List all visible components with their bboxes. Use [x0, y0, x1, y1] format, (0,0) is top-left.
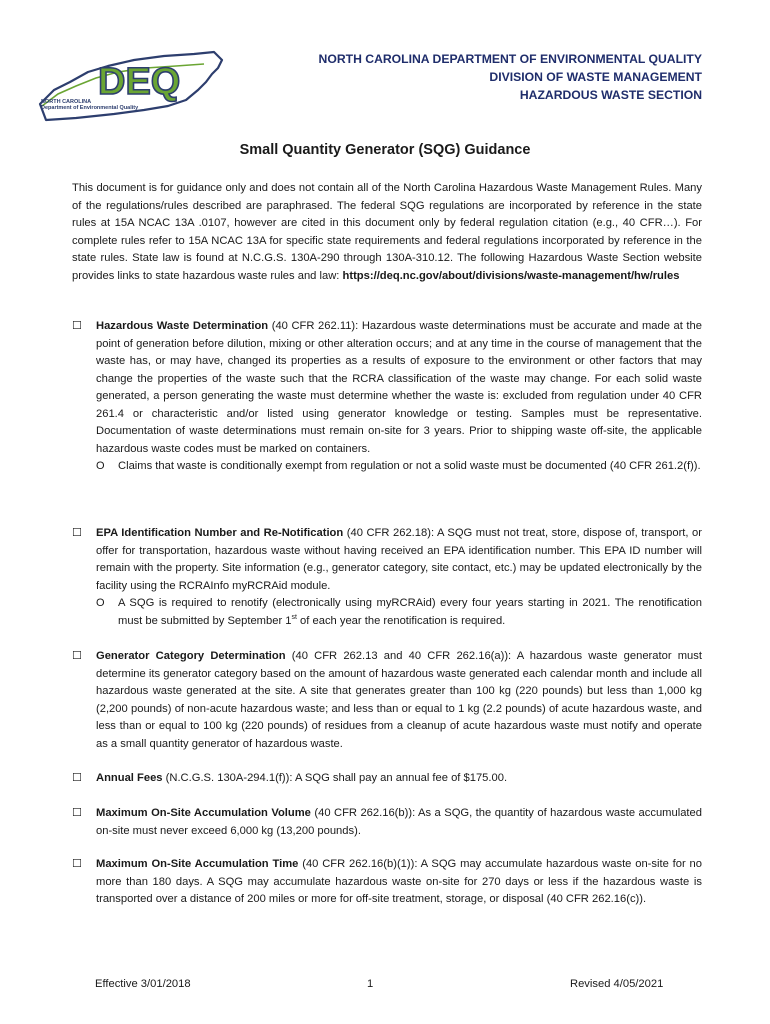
section-waste-determination — [72, 318, 702, 476]
section-text — [96, 525, 702, 595]
section-text — [96, 648, 702, 753]
intro-text: This document is for guidance only and does not contain all of the North Carolina Hazardous Waste Management Rules. Many of the regulations/rules described are paraphrased. The federal SQG regulations are incorporated by reference in the state rules at 15A NCAC 13A .0107, however are cited in this document only by federal regulation citation (e.g., 40 CFR…). For complete rules refer to 15A NCAC 13A for specific state requirements and federal regulations incorporated by reference in the state rules. State law is found at N.C.G.S. 130A-290 through 130A-310.12. The following Hazardous Waste Section website provides links to state hazardous waste rules and law: — [72, 182, 702, 282]
sub-item — [96, 458, 702, 476]
checkbox-icon[interactable]: ☐ — [72, 807, 82, 819]
sub-item-text-before: A SQG is required to renotify (electronically using myRCRAid) every four years starting in 2021. The renotification must be submitted by September 1 — [118, 597, 702, 627]
section-heading: Hazardous Waste Determination — [96, 320, 269, 332]
section-heading: Maximum On-Site Accumulation Volume — [96, 807, 311, 819]
section-annual-fees — [72, 770, 702, 788]
sub-item — [96, 595, 702, 630]
circle-bullet-icon: O — [96, 460, 105, 472]
agency-header — [319, 50, 702, 104]
nc-state-outline-icon — [36, 48, 226, 124]
footer-page-number: 1 — [367, 978, 374, 990]
section-generator-category — [72, 648, 702, 753]
section-heading: Annual Fees — [96, 772, 163, 784]
sub-item-superscript: st — [291, 613, 297, 621]
footer-effective-date: Effective 3/01/2018 — [95, 978, 191, 990]
svg-text:DEQ: DEQ — [98, 61, 181, 103]
section-accumulation-volume — [72, 805, 702, 840]
section-heading: Generator Category Determination — [96, 650, 286, 662]
section-heading: Maximum On-Site Accumulation Time — [96, 858, 299, 870]
section-body: (40 CFR 262.16(b)(1)): A SQG may accumulate hazardous waste on-site for no more than 180 days. A SQG may accumulate hazardous waste on-site for 270 days or less if the hazardous waste is transported over a distance of 200 miles or more for off-site treatment, storage, or disposal (40 CFR 262.16(c)). — [96, 858, 702, 905]
section-body: (40 CFR 262.11): Hazardous waste determinations must be accurate and made at the point of generation before dilution, mixing or other alteration occurs; and at any time in the course of management that the waste has, or may have, changed its properties as a results of exposure to the environment or other factors that may change the properties of the waste such that the RCRA classification of the waste may change. For each solid waste generated, a person generating the waste must determine whether the waste is: excluded from regulation under 40 CFR 261.4 or characteristic and/or listed using generator knowledge or testing. Samples must be representative. Documentation of waste determinations must remain on-site for 3 years. Prior to shipping waste off-site, the applicable hazardous waste codes must be marked on containers. — [96, 320, 702, 455]
checkbox-icon[interactable]: ☐ — [72, 858, 82, 870]
sub-item-text: Claims that waste is conditionally exempt from regulation or not a solid waste must be documented (40 CFR 261.2(f)). — [118, 460, 701, 472]
section-accumulation-time — [72, 856, 702, 909]
header-line3: HAZARDOUS WASTE SECTION — [519, 88, 702, 102]
section-body: (40 CFR 262.13 and 40 CFR 262.16(a)): A hazardous waste generator must determine its generator category based on the amount of hazardous waste generated each calendar month and include all hazardous waste generated at the site. A site that generates greater than 100 kg (220 pounds) but less than 1,000 kg (2,200 pounds) of non-acute hazardous waste; and less than or equal to 1 kg (2.2 pounds) of acute hazardous waste, and less than or equal to 100 kg (220 pounds) of residues from a cleanup of acute hazardous waste must notify and operate as a small quantity generator of hazardous waste. — [96, 650, 702, 750]
logo-line1: NORTH CAROLINA — [41, 99, 92, 105]
checkbox-icon[interactable]: ☐ — [72, 772, 82, 784]
header-line2: DIVISION OF WASTE MANAGEMENT — [489, 70, 702, 84]
intro-paragraph — [72, 180, 702, 285]
section-text — [96, 318, 702, 458]
circle-bullet-icon: O — [96, 597, 105, 609]
section-text — [96, 805, 702, 840]
section-heading: EPA Identification Number and Re-Notification — [96, 527, 344, 539]
document-title: Small Quantity Generator (SQG) Guidance — [239, 142, 531, 158]
checkbox-icon[interactable]: ☐ — [72, 527, 82, 539]
header-line1: NORTH CAROLINA DEPARTMENT OF ENVIRONMENTAL QUALITY — [318, 52, 702, 66]
section-body: (N.C.G.S. 130A-294.1(f)): A SQG shall pay an annual fee of $175.00. — [162, 772, 508, 784]
deq-logo — [36, 48, 226, 124]
rules-link[interactable]: https://deq.nc.gov/about/divisions/waste-management/hw/rules — [342, 269, 680, 282]
footer-revised-date: Revised 4/05/2021 — [570, 978, 664, 990]
checkbox-icon[interactable]: ☐ — [72, 650, 82, 662]
section-epa-id — [72, 525, 702, 630]
section-body: (40 CFR 262.16(b)): As a SQG, the quantity of hazardous waste accumulated on-site must never exceed 6,000 kg (13,200 pounds). — [96, 807, 702, 837]
section-text — [96, 770, 702, 788]
section-body: (40 CFR 262.18): A SQG must not treat, store, dispose of, transport, or offer for transportation, hazardous waste without having received an EPA identification number. This EPA ID number will remain with the property. Site information (e.g., generator category, site contact, etc.) may be updated electronically by the facility using the RCRAInfo myRCRAid module. — [96, 527, 703, 592]
sub-item-text-after: of each year the renotification is required. — [296, 614, 506, 627]
section-text — [96, 856, 702, 909]
logo-line2: Department of Environmental Quality — [41, 105, 139, 112]
checkbox-icon[interactable]: ☐ — [72, 320, 82, 332]
logo-text — [41, 99, 138, 111]
